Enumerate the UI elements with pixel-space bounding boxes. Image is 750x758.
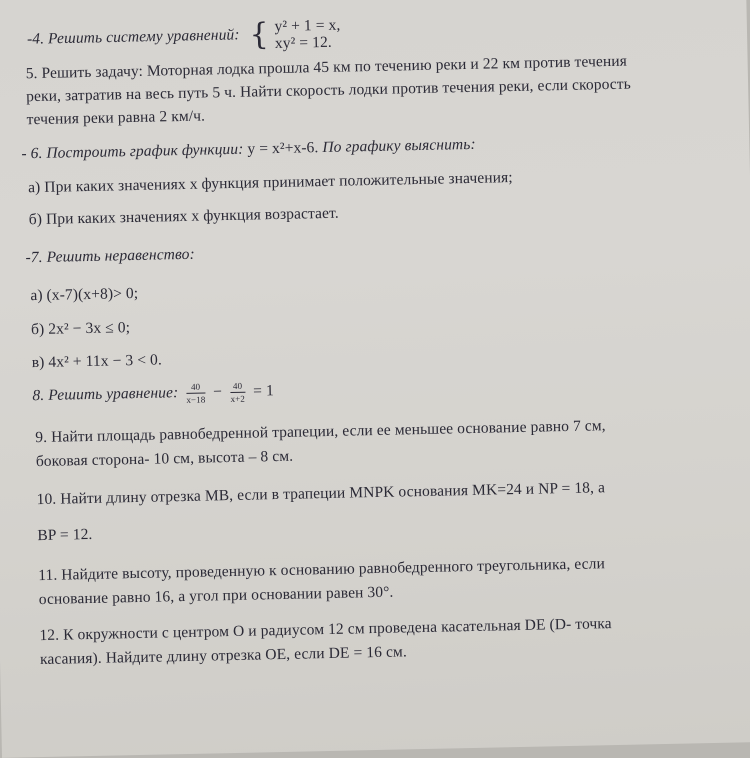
task-6-formula: y = x²+x-6. [247, 139, 319, 158]
fraction-1-denominator: x−18 [186, 394, 206, 405]
task-11-text-2: основание равно 16, а угол при основании равен 30°. [38, 583, 394, 609]
task-10-line-2 [37, 526, 92, 545]
task-6-label: - 6. Построить график функции: [21, 140, 244, 163]
task-12-line-1 [39, 615, 612, 645]
system-eq-1: y² + 1 = x, [274, 16, 341, 36]
task-9-text-2: боковая сторона- 10 см, высота – 8 см. [35, 447, 294, 471]
fraction-1 [186, 382, 205, 405]
fraction-2 [230, 381, 246, 404]
task-11-line-1 [38, 555, 605, 585]
task-4 [27, 17, 341, 58]
task-10-text-2: BP = 12. [37, 525, 93, 545]
equation-system [249, 17, 341, 53]
task-10-line-1 [36, 479, 605, 509]
fraction-1-numerator: 40 [186, 382, 205, 394]
task-7-a [30, 285, 138, 305]
task-6-b-text: б) При каких значениях х функция возрастает. [28, 204, 339, 229]
task-4-label: Решить систему уравнений: [47, 26, 240, 48]
task-10-text-1: 10. Найти длину отрезка MB, если в трапеции MNPK основания MK=24 и NP = 18, а [36, 479, 606, 509]
task-12-text-2: касания). Найдите длину отрезка OE, если DE = 16 см. [39, 643, 408, 669]
task-7-c [32, 351, 162, 372]
task-8-label: 8. Решить уравнение: [32, 384, 179, 405]
system-brace: { [249, 17, 270, 53]
task-7-label: -7. Решить неравенство: [25, 245, 195, 267]
task-4-prefix: -4. [26, 30, 45, 48]
task-5-text-1: 5. Решить задачу: Моторная лодка прошла 45 км по течению реки и 22 км против течения [25, 52, 628, 83]
task-9-line-2 [36, 448, 294, 471]
task-7-b-text: б) 2x² − 3x ≤ 0; [30, 319, 131, 339]
task-11-line-2 [39, 584, 394, 609]
task-7-c-text: в) 4x² + 11x − 3 < 0. [31, 351, 163, 372]
task-5-text-3: течения реки равна 2 км/ч. [26, 107, 206, 129]
fraction-2-numerator: 40 [230, 381, 245, 393]
task-7-heading [25, 246, 195, 268]
task-12-text-1: 12. К окружности с центром О и радиусом 12 см проведена касательная DE (D- точка [39, 615, 612, 645]
task-9-text-1: 9. Найти площадь равнобедренной трапеции, если ее меньшее основание равно 7 см, [35, 417, 606, 447]
task-5-text-2: реки, затратив на весь путь 5 ч. Найти скорость лодки против течения реки, если скорость [26, 75, 632, 106]
minus-sign: − [213, 383, 223, 401]
task-11-text-1: 11. Найдите высоту, проведенную к основанию равнобедренного треугольника, если [38, 555, 606, 585]
task-7-a-text: а) (x-7)(x+8)> 0; [30, 284, 139, 305]
task-7-b [31, 319, 130, 339]
task-9-line-1 [35, 417, 606, 447]
task-6-b [29, 205, 339, 229]
fraction-2-denominator: x+2 [230, 393, 246, 405]
system-eq-2: xy² = 12. [274, 33, 332, 53]
equation-rhs: = 1 [253, 382, 275, 400]
task-6-tail: По графику выяснить: [322, 135, 476, 157]
task-12-line-2 [40, 643, 407, 669]
task-8 [32, 380, 274, 408]
task-6-a-text: а) При каких значениях х функция принимает положительные значения; [27, 169, 513, 197]
task-6-a [28, 169, 513, 197]
task-6-heading [21, 136, 476, 164]
task-5-line-3 [27, 107, 206, 129]
